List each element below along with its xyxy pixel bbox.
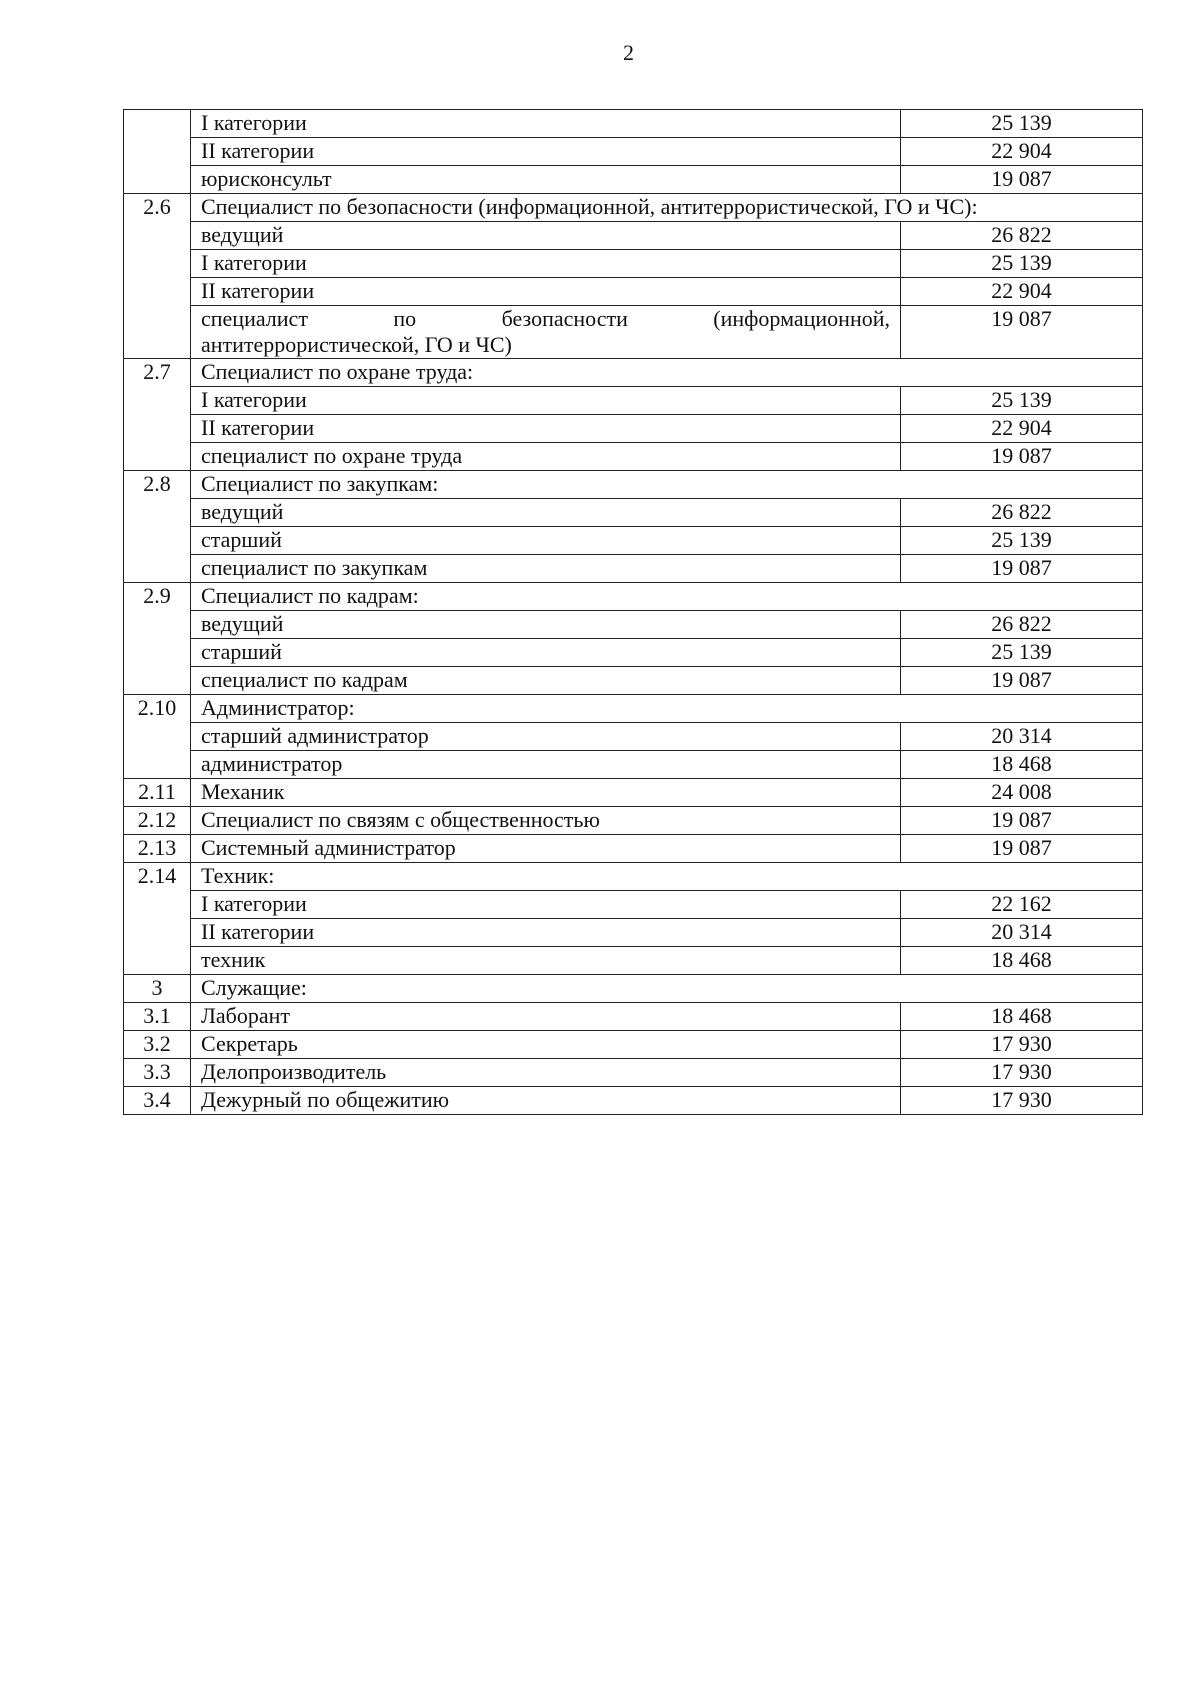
salary-value: 25 139 [901,250,1143,278]
table-row [124,166,1143,194]
position-name: ведущий [191,611,901,639]
salary-value: 19 087 [901,667,1143,695]
section-number: 3 [124,975,191,1003]
section-header-row [124,583,1143,611]
section-number: 2.14 [124,863,191,975]
section-number: 2.7 [124,359,191,471]
section-number [124,110,191,194]
position-name: II категории [191,278,901,306]
section-number: 2.9 [124,583,191,695]
page-number: 2 [623,40,634,65]
section-title: Специалист по безопасности (информационной, антитеррористической, ГО и ЧС): [191,194,1143,222]
section-number: 2.12 [124,807,191,835]
table-row [124,1003,1143,1031]
section-header-row [124,863,1143,891]
table-row [124,723,1143,751]
position-name: техник [191,947,901,975]
position-name [191,306,901,359]
section-header-row [124,359,1143,387]
salary-value: 26 822 [901,222,1143,250]
position-name: Делопроизводитель [191,1059,901,1087]
salary-value: 18 468 [901,947,1143,975]
position-name: Лаборант [191,1003,901,1031]
table-row [124,555,1143,583]
position-name: ведущий [191,222,901,250]
position-name: администратор [191,751,901,779]
table-row [124,278,1143,306]
table-row [124,222,1143,250]
section-title: Служащие: [191,975,1143,1003]
salary-value: 25 139 [901,110,1143,138]
section-title: Специалист по закупкам: [191,471,1143,499]
table-row [124,110,1143,138]
position-name: Секретарь [191,1031,901,1059]
salary-value: 19 087 [901,166,1143,194]
section-number: 3.3 [124,1059,191,1087]
table-row [124,639,1143,667]
salary-value: 22 904 [901,278,1143,306]
section-number: 3.1 [124,1003,191,1031]
position-name: I категории [191,250,901,278]
section-title: Администратор: [191,695,1143,723]
salary-value: 26 822 [901,611,1143,639]
position-name: специалист по кадрам [191,667,901,695]
table-row [124,779,1143,807]
section-number: 2.13 [124,835,191,863]
table-row [124,947,1143,975]
section-header-row [124,975,1143,1003]
section-number: 3.4 [124,1087,191,1115]
section-title: Специалист по кадрам: [191,583,1143,611]
section-number: 2.10 [124,695,191,779]
table-row [124,527,1143,555]
table-row [124,1087,1143,1115]
section-header-row [124,695,1143,723]
table-row [124,919,1143,947]
table-row [124,807,1143,835]
salary-value: 22 904 [901,415,1143,443]
position-name: старший администратор [191,723,901,751]
position-name: I категории [191,891,901,919]
salary-value: 19 087 [901,835,1143,863]
salary-value: 25 139 [901,639,1143,667]
salary-value: 20 314 [901,919,1143,947]
salary-value: 17 930 [901,1031,1143,1059]
position-name: ведущий [191,499,901,527]
salary-table [123,109,1143,1115]
section-number: 2.11 [124,779,191,807]
position-name: I категории [191,110,901,138]
section-header-row [124,194,1143,222]
table-row [124,415,1143,443]
table-row [124,250,1143,278]
table-row [124,138,1143,166]
position-name: Механик [191,779,901,807]
section-number: 3.2 [124,1031,191,1059]
salary-value: 19 087 [901,443,1143,471]
salary-value: 25 139 [901,387,1143,415]
table-row [124,751,1143,779]
position-name: Системный администратор [191,835,901,863]
table-row [124,835,1143,863]
salary-value: 24 008 [901,779,1143,807]
section-header-row [124,471,1143,499]
table-row [124,1031,1143,1059]
table-row [124,1059,1143,1087]
table-row [124,499,1143,527]
position-name: Специалист по связям с общественностью [191,807,901,835]
position-name: старший [191,639,901,667]
salary-value: 25 139 [901,527,1143,555]
table-row [124,387,1143,415]
salary-value: 26 822 [901,499,1143,527]
position-name: Дежурный по общежитию [191,1087,901,1115]
table-row [124,667,1143,695]
salary-value: 20 314 [901,723,1143,751]
position-name: юрисконсульт [191,166,901,194]
position-name-line: антитеррористической, ГО и ЧС) [201,332,512,357]
salary-value: 19 087 [901,306,1143,359]
table-row [124,891,1143,919]
salary-value: 19 087 [901,555,1143,583]
position-name: специалист по охране труда [191,443,901,471]
table-row [124,611,1143,639]
position-name: II категории [191,138,901,166]
section-title: Техник: [191,863,1143,891]
table-row [124,306,1143,359]
salary-table-body [124,110,1143,1115]
table-row [124,443,1143,471]
position-name: специалист по закупкам [191,555,901,583]
salary-value: 18 468 [901,1003,1143,1031]
position-name: II категории [191,919,901,947]
salary-value: 22 904 [901,138,1143,166]
salary-value: 17 930 [901,1059,1143,1087]
salary-value: 18 468 [901,751,1143,779]
section-title: Специалист по охране труда: [191,359,1143,387]
position-name: I категории [191,387,901,415]
section-number: 2.8 [124,471,191,583]
position-name: II категории [191,415,901,443]
section-number: 2.6 [124,194,191,359]
position-name-line: специалист по безопасности (информационной, [201,306,890,331]
position-name: старший [191,527,901,555]
salary-value: 19 087 [901,807,1143,835]
salary-value: 17 930 [901,1087,1143,1115]
salary-value: 22 162 [901,891,1143,919]
